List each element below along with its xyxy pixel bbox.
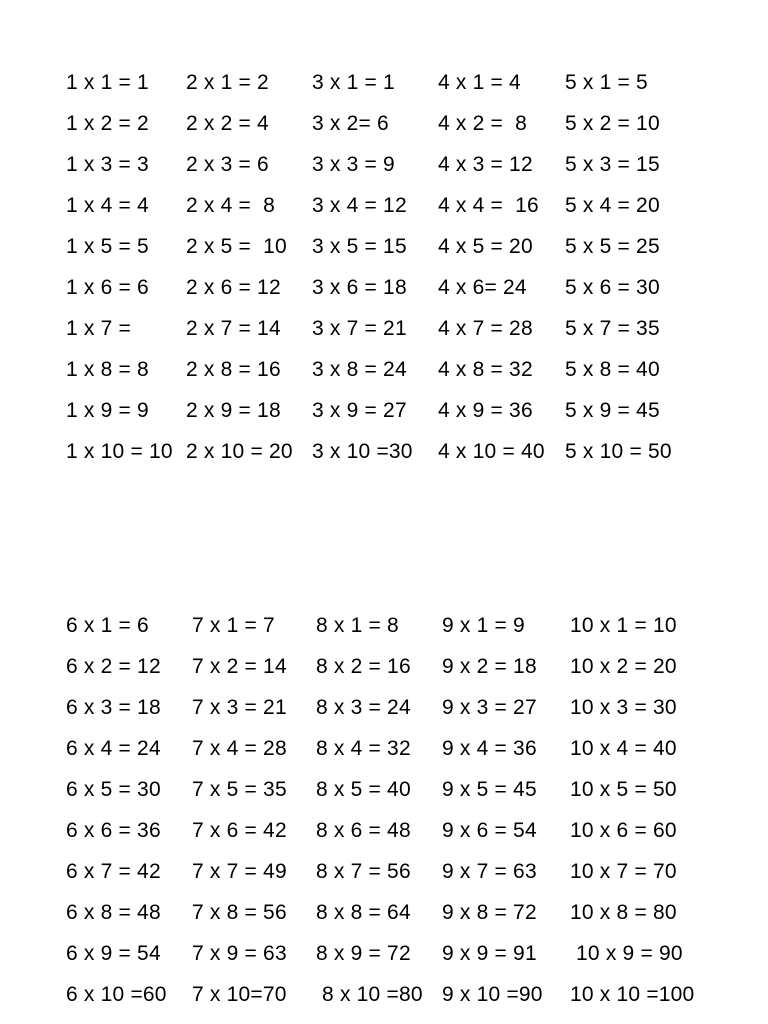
equation-cell: 9 x 5 = 45 <box>442 778 537 801</box>
equation-cell: 4 x 10 = 40 <box>438 440 545 463</box>
equation-cell: 3 x 6 = 18 <box>312 276 407 299</box>
equation-cell: 9 x 9 = 91 <box>442 942 537 965</box>
equation-cell: 1 x 3 = 3 <box>66 153 149 176</box>
equation-cell: 5 x 9 = 45 <box>565 399 660 422</box>
equation-cell: 2 x 6 = 12 <box>186 276 281 299</box>
table-row <box>0 933 768 974</box>
table-row <box>0 144 768 185</box>
equation-cell: 6 x 10 =60 <box>66 983 167 1006</box>
equation-cell: 5 x 10 = 50 <box>565 440 672 463</box>
equation-cell: 6 x 3 = 18 <box>66 696 161 719</box>
equation-cell: 7 x 8 = 56 <box>192 901 287 924</box>
equation-cell: 2 x 7 = 14 <box>186 317 281 340</box>
equation-cell: 9 x 8 = 72 <box>442 901 537 924</box>
equation-cell: 5 x 5 = 25 <box>565 235 660 258</box>
equation-cell: 10 x 7 = 70 <box>570 860 677 883</box>
equation-cell: 2 x 1 = 2 <box>186 71 269 94</box>
equation-cell: 8 x 3 = 24 <box>316 696 411 719</box>
equation-cell: 8 x 5 = 40 <box>316 778 411 801</box>
equation-cell: 3 x 5 = 15 <box>312 235 407 258</box>
equation-cell: 6 x 1 = 6 <box>66 614 149 637</box>
equation-cell: 1 x 6 = 6 <box>66 276 149 299</box>
equation-cell: 2 x 9 = 18 <box>186 399 281 422</box>
table-row <box>0 769 768 810</box>
equation-cell: 3 x 10 =30 <box>312 440 413 463</box>
equation-cell: 6 x 5 = 30 <box>66 778 161 801</box>
equation-cell: 8 x 6 = 48 <box>316 819 411 842</box>
equation-cell: 8 x 9 = 72 <box>316 942 411 965</box>
equation-cell: 1 x 4 = 4 <box>66 194 149 217</box>
equation-cell: 3 x 7 = 21 <box>312 317 407 340</box>
equation-cell: 3 x 2= 6 <box>312 112 389 135</box>
equation-cell: 6 x 2 = 12 <box>66 655 161 678</box>
equation-cell: 5 x 4 = 20 <box>565 194 660 217</box>
equation-cell: 5 x 3 = 15 <box>565 153 660 176</box>
equation-cell: 4 x 6= 24 <box>438 276 527 299</box>
equation-cell: 7 x 5 = 35 <box>192 778 287 801</box>
table-row <box>0 390 768 431</box>
equation-cell: 2 x 8 = 16 <box>186 358 281 381</box>
equation-cell: 8 x 4 = 32 <box>316 737 411 760</box>
table-row <box>0 308 768 349</box>
equation-cell: 7 x 9 = 63 <box>192 942 287 965</box>
table-row <box>0 605 768 646</box>
equation-cell: 10 x 3 = 30 <box>570 696 677 719</box>
equation-cell: 7 x 2 = 14 <box>192 655 287 678</box>
times-table-1-to-5 <box>0 62 768 472</box>
equation-cell: 3 x 9 = 27 <box>312 399 407 422</box>
table-row <box>0 349 768 390</box>
equation-cell: 2 x 10 = 20 <box>186 440 293 463</box>
equation-cell: 4 x 9 = 36 <box>438 399 533 422</box>
equation-cell: 10 x 8 = 80 <box>570 901 677 924</box>
equation-cell: 9 x 7 = 63 <box>442 860 537 883</box>
equation-cell: 4 x 4 = 16 <box>438 194 539 217</box>
equation-cell: 8 x 2 = 16 <box>316 655 411 678</box>
equation-cell: 7 x 3 = 21 <box>192 696 287 719</box>
table-row <box>0 103 768 144</box>
equation-cell: 3 x 4 = 12 <box>312 194 407 217</box>
equation-cell: 9 x 1 = 9 <box>442 614 525 637</box>
table-row <box>0 185 768 226</box>
equation-cell: 4 x 1 = 4 <box>438 71 521 94</box>
equation-cell: 5 x 6 = 30 <box>565 276 660 299</box>
equation-cell: 1 x 10 = 10 <box>66 440 173 463</box>
equation-cell: 6 x 9 = 54 <box>66 942 161 965</box>
equation-cell: 4 x 5 = 20 <box>438 235 533 258</box>
equation-cell: 10 x 10 =100 <box>570 983 695 1006</box>
equation-cell: 10 x 1 = 10 <box>570 614 677 637</box>
equation-cell: 2 x 4 = 8 <box>186 194 275 217</box>
equation-cell: 8 x 7 = 56 <box>316 860 411 883</box>
equation-cell: 3 x 1 = 1 <box>312 71 395 94</box>
equation-cell: 7 x 7 = 49 <box>192 860 287 883</box>
equation-cell: 7 x 4 = 28 <box>192 737 287 760</box>
equation-cell: 9 x 2 = 18 <box>442 655 537 678</box>
equation-cell: 9 x 6 = 54 <box>442 819 537 842</box>
times-table-6-to-10 <box>0 605 768 1015</box>
equation-cell: 4 x 3 = 12 <box>438 153 533 176</box>
table-row <box>0 646 768 687</box>
equation-cell: 1 x 7 = <box>66 317 132 340</box>
equation-cell: 10 x 5 = 50 <box>570 778 677 801</box>
equation-cell: 7 x 1 = 7 <box>192 614 275 637</box>
equation-cell: 5 x 8 = 40 <box>565 358 660 381</box>
equation-cell: 4 x 8 = 32 <box>438 358 533 381</box>
equation-cell: 2 x 3 = 6 <box>186 153 269 176</box>
equation-cell: 4 x 2 = 8 <box>438 112 527 135</box>
equation-cell: 7 x 10=70 <box>192 983 287 1006</box>
table-row <box>0 810 768 851</box>
equation-cell: 10 x 6 = 60 <box>570 819 677 842</box>
equation-cell: 10 x 2 = 20 <box>570 655 677 678</box>
table-row <box>0 728 768 769</box>
equation-cell: 8 x 8 = 64 <box>316 901 411 924</box>
equation-cell: 1 x 5 = 5 <box>66 235 149 258</box>
equation-cell: 9 x 10 =90 <box>442 983 543 1006</box>
table-row <box>0 267 768 308</box>
equation-cell: 2 x 5 = 10 <box>186 235 287 258</box>
equation-cell: 6 x 8 = 48 <box>66 901 161 924</box>
equation-cell: 9 x 4 = 36 <box>442 737 537 760</box>
equation-cell: 8 x 1 = 8 <box>316 614 399 637</box>
equation-cell: 3 x 3 = 9 <box>312 153 395 176</box>
table-row <box>0 687 768 728</box>
equation-cell: 6 x 7 = 42 <box>66 860 161 883</box>
table-row <box>0 431 768 472</box>
equation-cell: 7 x 6 = 42 <box>192 819 287 842</box>
equation-cell: 10 x 4 = 40 <box>570 737 677 760</box>
equation-cell: 1 x 1 = 1 <box>66 71 149 94</box>
table-row <box>0 62 768 103</box>
table-row <box>0 226 768 267</box>
equation-cell: 6 x 6 = 36 <box>66 819 161 842</box>
equation-cell: 4 x 7 = 28 <box>438 317 533 340</box>
table-row <box>0 851 768 892</box>
table-row <box>0 974 768 1015</box>
equation-cell: 5 x 1 = 5 <box>565 71 648 94</box>
table-row <box>0 892 768 933</box>
equation-cell: 8 x 10 =80 <box>316 983 423 1006</box>
equation-cell: 1 x 8 = 8 <box>66 358 149 381</box>
equation-cell: 1 x 9 = 9 <box>66 399 149 422</box>
equation-cell: 5 x 7 = 35 <box>565 317 660 340</box>
equation-cell: 3 x 8 = 24 <box>312 358 407 381</box>
equation-cell: 10 x 9 = 90 <box>570 942 683 965</box>
equation-cell: 6 x 4 = 24 <box>66 737 161 760</box>
equation-cell: 1 x 2 = 2 <box>66 112 149 135</box>
equation-cell: 2 x 2 = 4 <box>186 112 269 135</box>
equation-cell: 9 x 3 = 27 <box>442 696 537 719</box>
equation-cell: 5 x 2 = 10 <box>565 112 660 135</box>
